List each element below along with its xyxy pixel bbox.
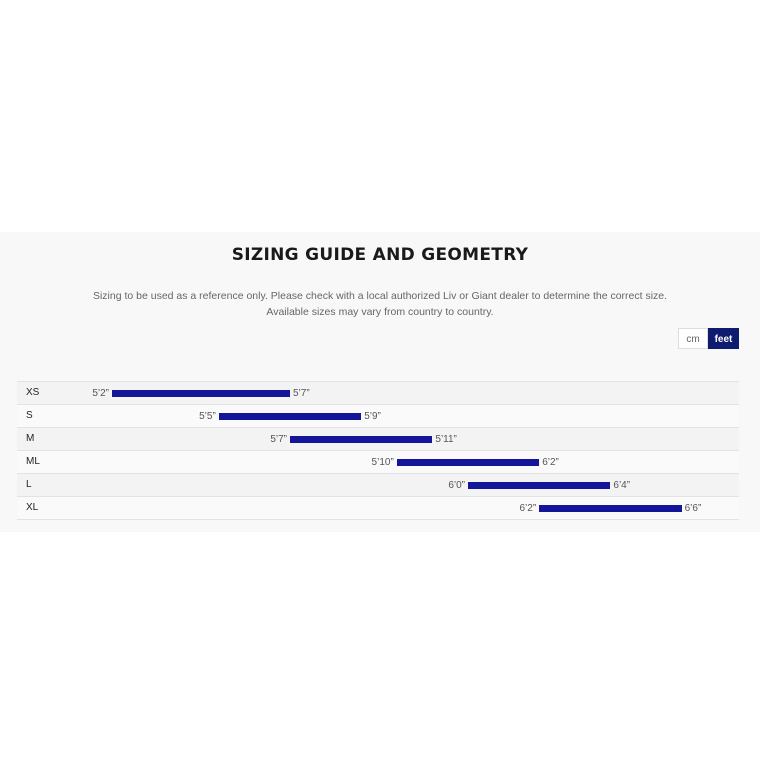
page-title: SIZING GUIDE AND GEOMETRY [231, 245, 529, 265]
size-row-l [17, 474, 739, 497]
size-row-ml [17, 451, 739, 474]
range-bar [219, 413, 361, 420]
range-max-label: 6’4” [613, 480, 631, 491]
size-row-xs [17, 382, 739, 405]
range-max-label: 5’9” [364, 411, 381, 422]
size-row-m [17, 428, 739, 451]
size-row-xl [17, 497, 739, 520]
size-label: L [26, 479, 32, 490]
range-min-label: 6’2” [519, 503, 537, 514]
range-max-label: 5’11” [435, 434, 457, 445]
size-label: XS [26, 387, 40, 398]
range-bar [468, 482, 610, 489]
range-min-label: 6’0” [448, 480, 465, 491]
range-min-label: 5’2” [92, 388, 109, 399]
description-line-1: Sizing to be used as a reference only. Please check with a local authorized Liv or Giant dealer to determine the correct size. [92, 290, 668, 302]
range-max-label: 6’6” [684, 503, 702, 514]
range-bar [539, 505, 681, 512]
size-row-s [17, 405, 739, 428]
range-max-label: 6’2” [542, 457, 559, 468]
size-label: M [26, 433, 35, 444]
range-min-label: 5’7” [270, 434, 287, 445]
description-line-2: Available sizes may vary from country to country. [266, 306, 494, 318]
range-bar [290, 436, 432, 443]
range-min-label: 5’10” [371, 457, 394, 468]
size-label: XL [26, 502, 39, 513]
size-label: ML [26, 456, 40, 467]
range-max-label: 5’7” [293, 388, 310, 399]
size-label: S [26, 410, 33, 421]
range-bar [112, 390, 290, 397]
unit-toggle [678, 328, 739, 349]
range-min-label: 5’5” [199, 411, 216, 422]
feet-unit-button[interactable]: feet [708, 328, 739, 349]
cm-unit-button[interactable]: cm [678, 328, 708, 349]
range-bar [397, 459, 539, 466]
size-table [17, 381, 739, 520]
